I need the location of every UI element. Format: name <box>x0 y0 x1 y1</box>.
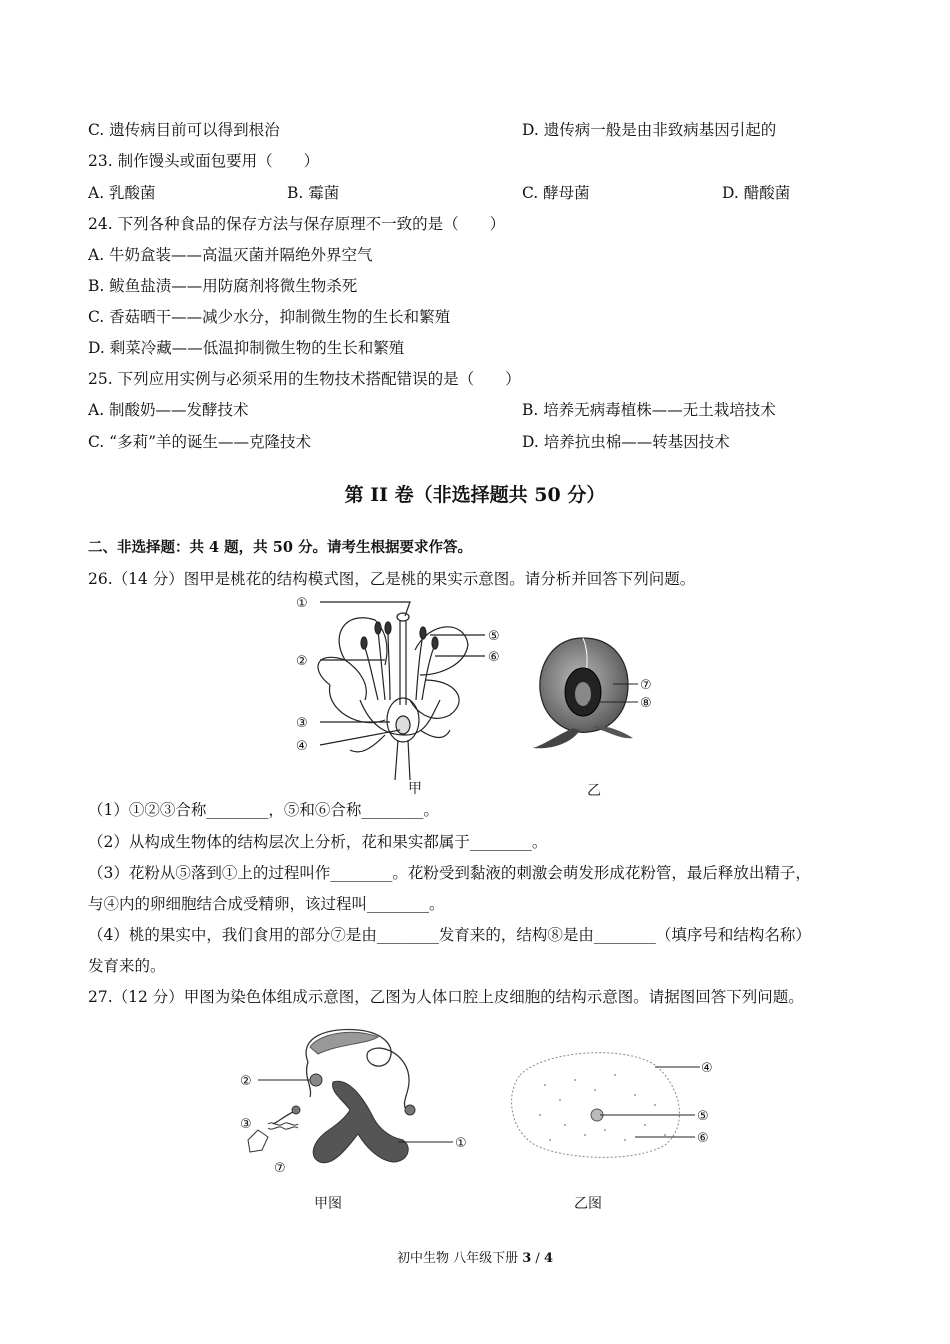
flower-label-5: ⑤ <box>488 629 500 644</box>
flower-caption: 甲 <box>408 781 422 797</box>
q23-option-c: C. 酵母菌 <box>522 184 590 202</box>
footer-sep: / <box>531 1251 544 1266</box>
q23-option-d: D. 醋酸菌 <box>722 184 791 202</box>
footer-text: 初中生物 八年级下册 <box>396 1251 523 1266</box>
q26-sub3-line1: （3）花粉从⑤落到①上的过程叫作________。花粉受到黏液的刺激会萌发形成花粉管，最后释放出精子， <box>88 864 811 882</box>
flower-label-1: ① <box>296 596 308 611</box>
q23-option-a: A. 乳酸菌 <box>88 184 156 202</box>
q26-stem: 26.（14 分）图甲是桃花的结构模式图，乙是桃的果实示意图。请分析并回答下列问题。 <box>88 570 696 588</box>
flower-label-6: ⑥ <box>488 650 500 665</box>
q26-sub2: （2）从构成生物体的结构层次上分析，花和果实都属于________。 <box>88 833 548 851</box>
q24-option-c: C. 香菇晒干——减少水分，抑制微生物的生长和繁殖 <box>88 308 451 326</box>
section-title: 第 II 卷（非选择题共 50 分） <box>344 484 606 506</box>
cell-label-5: ⑤ <box>697 1109 709 1124</box>
footer-total: 4 <box>543 1251 553 1266</box>
cell-label-6: ⑥ <box>697 1131 709 1146</box>
section-instruction: 二、非选择题：共 4 题，共 50 分。请考生根据要求作答。 <box>88 539 472 556</box>
q25-option-c: C. “多莉”羊的诞生——克隆技术 <box>88 433 312 451</box>
chromosome-caption: 甲图 <box>314 1196 342 1212</box>
cell-caption: 乙图 <box>574 1196 602 1212</box>
q27-stem: 27.（12 分）甲图为染色体组成示意图，乙图为人体口腔上皮细胞的结构示意图。请据图回答下列问题。 <box>88 988 804 1006</box>
q25-option-a: A. 制酸奶——发酵技术 <box>88 401 249 419</box>
q25-stem: 25. 下列应用实例与必须采用的生物技术搭配错误的是（ ） <box>88 370 521 388</box>
q25-option-d: D. 培养抗虫棉——转基因技术 <box>522 433 730 451</box>
cell-label-4: ④ <box>701 1061 713 1076</box>
q26-sub4-line2: 发育来的。 <box>88 957 166 975</box>
fruit-caption: 乙 <box>587 783 601 799</box>
flower-label-2: ② <box>296 654 308 669</box>
q26-sub1: （1）①②③合称________，⑤和⑥合称________。 <box>88 801 439 819</box>
chromosome-label-7: ⑦ <box>274 1161 286 1176</box>
q25-option-b: B. 培养无病毒植株——无土栽培技术 <box>522 401 776 419</box>
fruit-label-8: ⑧ <box>640 696 652 711</box>
q24-option-a: A. 牛奶盒装——高温灭菌并隔绝外界空气 <box>88 246 373 264</box>
fruit-label-7: ⑦ <box>640 678 652 693</box>
q22-option-c: C. 遗传病目前可以得到根治 <box>88 121 280 139</box>
flower-label-4: ④ <box>296 739 308 754</box>
flower-label-3: ③ <box>296 716 308 731</box>
cheek-cell-diagram <box>505 1045 725 1165</box>
q23-option-b: B. 霉菌 <box>287 184 340 202</box>
q26-sub4-line1: （4）桃的果实中，我们食用的部分⑦是由________发育来的，结构⑧是由________（填序号和结构名称） <box>88 926 811 944</box>
chromosome-label-1: ① <box>455 1136 467 1151</box>
q24-stem: 24. 下列各种食品的保存方法与保存原理不一致的是（ ） <box>88 215 506 233</box>
page-footer <box>0 1250 950 1268</box>
q24-option-b: B. 鲅鱼盐渍——用防腐剂将微生物杀死 <box>88 277 358 295</box>
q22-option-d: D. 遗传病一般是由非致病基因引起的 <box>522 121 777 139</box>
q23-stem: 23. 制作馒头或面包要用（ ） <box>88 152 320 170</box>
chromosome-label-2: ② <box>240 1074 252 1089</box>
peach-fruit-diagram <box>528 630 668 755</box>
chromosome-label-3: ③ <box>240 1117 252 1132</box>
footer-page: 3 <box>522 1251 532 1266</box>
chromosome-diagram <box>238 1022 478 1182</box>
peach-flower-diagram <box>290 590 520 780</box>
q24-option-d: D. 剩菜冷藏——低温抑制微生物的生长和繁殖 <box>88 339 405 357</box>
q26-sub3-line2: 与④内的卵细胞结合成受精卵，该过程叫________。 <box>88 895 445 913</box>
